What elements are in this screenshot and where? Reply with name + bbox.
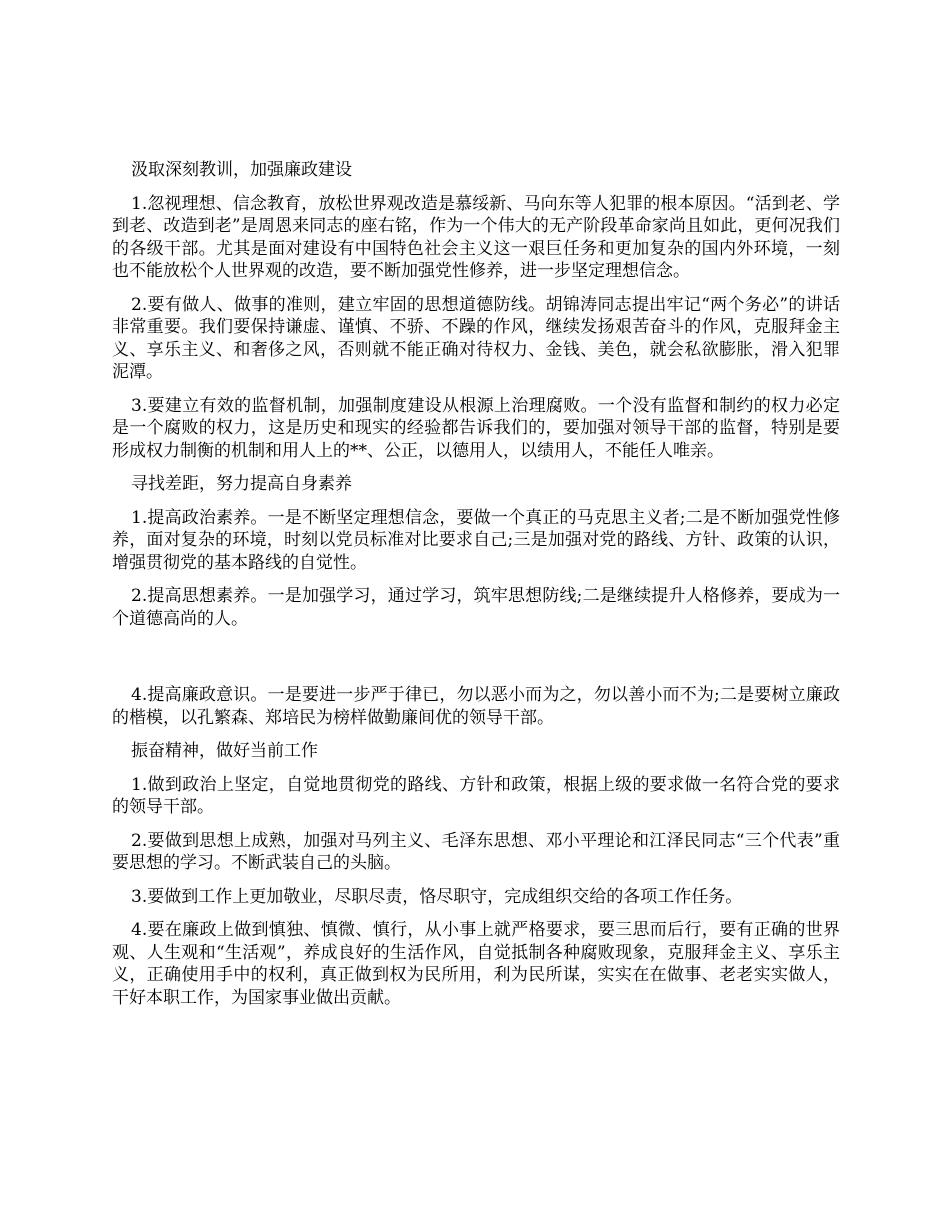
paragraph: 2.要有做人、做事的准则，建立牢固的思想道德防线。胡锦涛同志提出牢记“两个务必”的讲话非常重要。我们要保持谦虚、谨慎、不骄、不躁的作风，继续发扬艰苦奋斗的作风，克服拜金主义、享乐主义、和奢侈之风，否则就不能正确对待权力、金钱、美色，就会私欲膨胀，滑入犯罪泥潭。 — [112, 294, 840, 382]
paragraph: 2.要做到思想上成熟，加强对马列主义、毛泽东思想、邓小平理论和江泽民同志“三个代表”重要思想的学习。不断武装自己的头脑。 — [112, 830, 840, 873]
section-heading: 寻找差距，努力提高自身素养 — [131, 474, 352, 494]
document-body — [112, 159, 840, 1020]
paragraph: 1.忽视理想、信念教育，放松世界观改造是慕绥新、马向东等人犯罪的根本原因。“活到老、学到老、改造到老”是周恩来同志的座右铭，作为一个伟大的无产阶段革命家尚且如此，更何况我们的各级干部。尤其是面对建设有中国特色社会主义这一艰巨任务和更加复杂的国内外环境，一刻也不能放松个人世界观的改造，要不断加强党性修养，进一步坚定理想信念。 — [112, 193, 840, 281]
paragraph: 2.提高思想素养。一是加强学习，通过学习，筑牢思想防线;二是继续提升人格修养，要成为一个道德高尚的人。 — [112, 586, 840, 629]
blank-gap — [112, 641, 840, 684]
paragraph: 1.提高政治素养。一是不断坚定理想信念，要做一个真正的马克思主义者;二是不断加强党性修养，面对复杂的环境，时刻以党员标准对比要求自己;三是加强对党的路线、方针、政策的认识，增强贯彻党的基本路线的自觉性。 — [112, 507, 840, 573]
section-heading: 汲取深刻教训，加强廉政建设 — [131, 160, 352, 180]
paragraph: 3.要做到工作上更加敬业，尽职尽责，恪尽职守，完成组织交给的各项工作任务。 — [131, 886, 743, 907]
paragraph: 4.要在廉政上做到慎独、慎微、慎行，从小事上就严格要求，要三思而后行，要有正确的世界观、人生观和“生活观”，养成良好的生活作风，自觉抵制各种腐败现象，克服拜金主义、享乐主义，正确使用手中的权利，真正做到权为民所用，利为民所谋，实实在在做事、老老实实做人，干好本职工作，为国家事业做出贡献。 — [112, 920, 840, 1008]
paragraph: 1.做到政治上坚定，自觉地贯彻党的路线、方针和政策，根据上级的要求做一名符合党的要求的领导干部。 — [112, 774, 840, 817]
paragraph: 3.要建立有效的监督机制，加强制度建设从根源上治理腐败。一个没有监督和制约的权力必定是一个腐败的权力，这是历史和现实的经验都告诉我们的，要加强对领导干部的监督，特别是要形成权力制衡的机制和用人上的**、公正，以德用人，以绩用人，不能任人唯亲。 — [112, 395, 840, 461]
section-heading: 振奋精神，做好当前工作 — [131, 741, 318, 761]
paragraph: 4.提高廉政意识。一是要进一步严于律已，勿以恶小而为之，勿以善小而不为;二是要树立廉政的楷模，以孔繁森、郑培民为榜样做勤廉间优的领导干部。 — [112, 685, 840, 728]
